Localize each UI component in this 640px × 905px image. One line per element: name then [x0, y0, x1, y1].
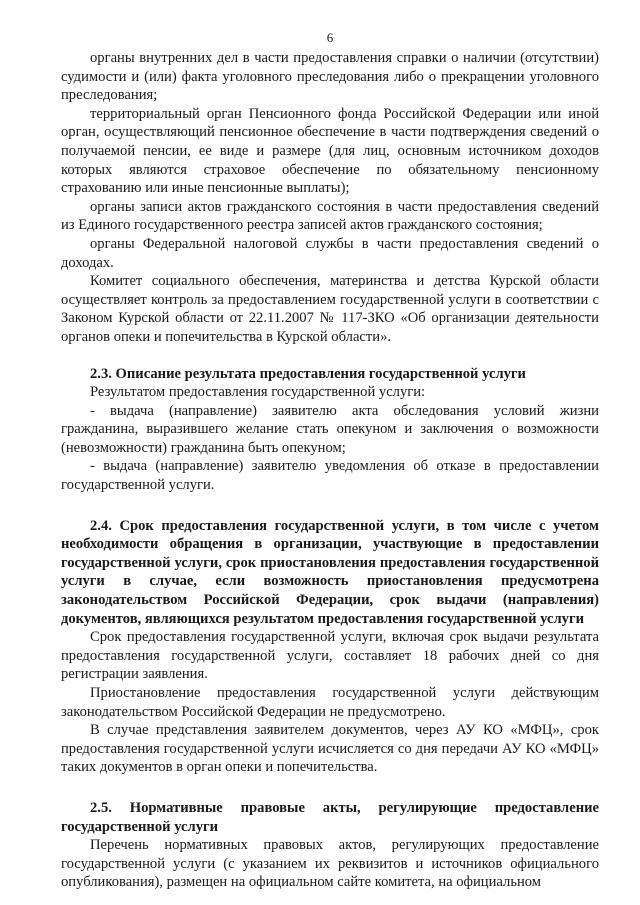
section-2-4-heading: 2.4. Срок предоставления государственной услуги, в том числе с учетом необходимости обращения в организации, участвующие в предоставлении государственной услуги, срок приостановления предоставления государственной услуги в случае, если возможность приостановления предусмотрена законодательством Российской Федерации, срок выдачи (направления) документов, являющихся результатом предоставления государственной услуги — [61, 517, 599, 627]
spacer — [61, 777, 599, 799]
spacer — [61, 495, 599, 517]
section-2-3-paragraph: - выдача (направление) заявителю уведомления об отказе в предоставлении государственной услуги. — [61, 458, 599, 494]
section-2-4-paragraph: В случае представления заявителем документов, через АУ КО «МФЦ», срок предоставления государственной услуги исчисляется со дня передачи АУ КО «МФЦ» таких документов в орган опеки и попечительства. — [61, 722, 599, 776]
section-2-3-paragraph: Результатом предоставления государственной услуги: — [90, 384, 426, 401]
section-2-3-heading: 2.3. Описание результата предоставления государственной услуги — [90, 365, 526, 382]
paragraph-tax-service: органы Федеральной налоговой службы в части предоставления сведений о доходах. — [61, 235, 599, 271]
paragraph-pension-fund: территориальный орган Пенсионного фонда Российской Федерации или иной орган, осуществляющий пенсионное обеспечение в части подтверждения сведений о получаемой пенсии, ее виде и размере (для лиц, основным источником доходов которых являются страховое обеспечение по обязательному пенсионному страхованию или иные пенсионные выплаты); — [61, 105, 599, 197]
section-2-4-paragraph: Приостановление предоставления государственной услуги действующим законодательством Российской Федерации не предусмотрено. — [61, 685, 599, 720]
spacer — [61, 347, 599, 365]
page-number: 6 — [326, 30, 334, 45]
section-2-5-paragraph: Перечень нормативных правовых актов, регулирующих предоставление государственной услуги (с указанием их реквизитов и источников официального опубликования), размещен на официальном сайте комитета, на официальном — [61, 837, 599, 891]
document-page — [61, 30, 599, 892]
section-2-5-heading: 2.5. Нормативные правовые акты, регулирующие предоставление государственной услуги — [61, 799, 599, 835]
paragraph-committee-control: Комитет социального обеспечения, материнства и детства Курской области осуществляет контроль за предоставлением государственной услуги в соответствии с Законом Курской области от 22.11.2007 № 117-ЗКО «Об организации деятельности органов опеки и попечительства в Курской области». — [61, 273, 599, 345]
section-2-3-paragraph: - выдача (направление) заявителю акта обследования условий жизни гражданина, выразившего желание стать опекуном и заключения о возможности (невозможности) гражданина быть опекуном; — [61, 402, 599, 456]
paragraph-civil-registry: органы записи актов гражданского состояния в части предоставления сведений из Единого государственного реестра записей актов гражданского состояния; — [61, 198, 599, 234]
section-2-4-paragraph: Срок предоставления государственной услуги, включая срок выдачи результата предоставления государственной услуги, составляет 18 рабочих дней со дня регистрации заявления. — [61, 629, 599, 683]
paragraph-internal-affairs: органы внутренних дел в части предоставления справки о наличии (отсутствии) судимости и (или) факта уголовного преследования либо о прекращении уголовного преследования; — [61, 50, 599, 104]
